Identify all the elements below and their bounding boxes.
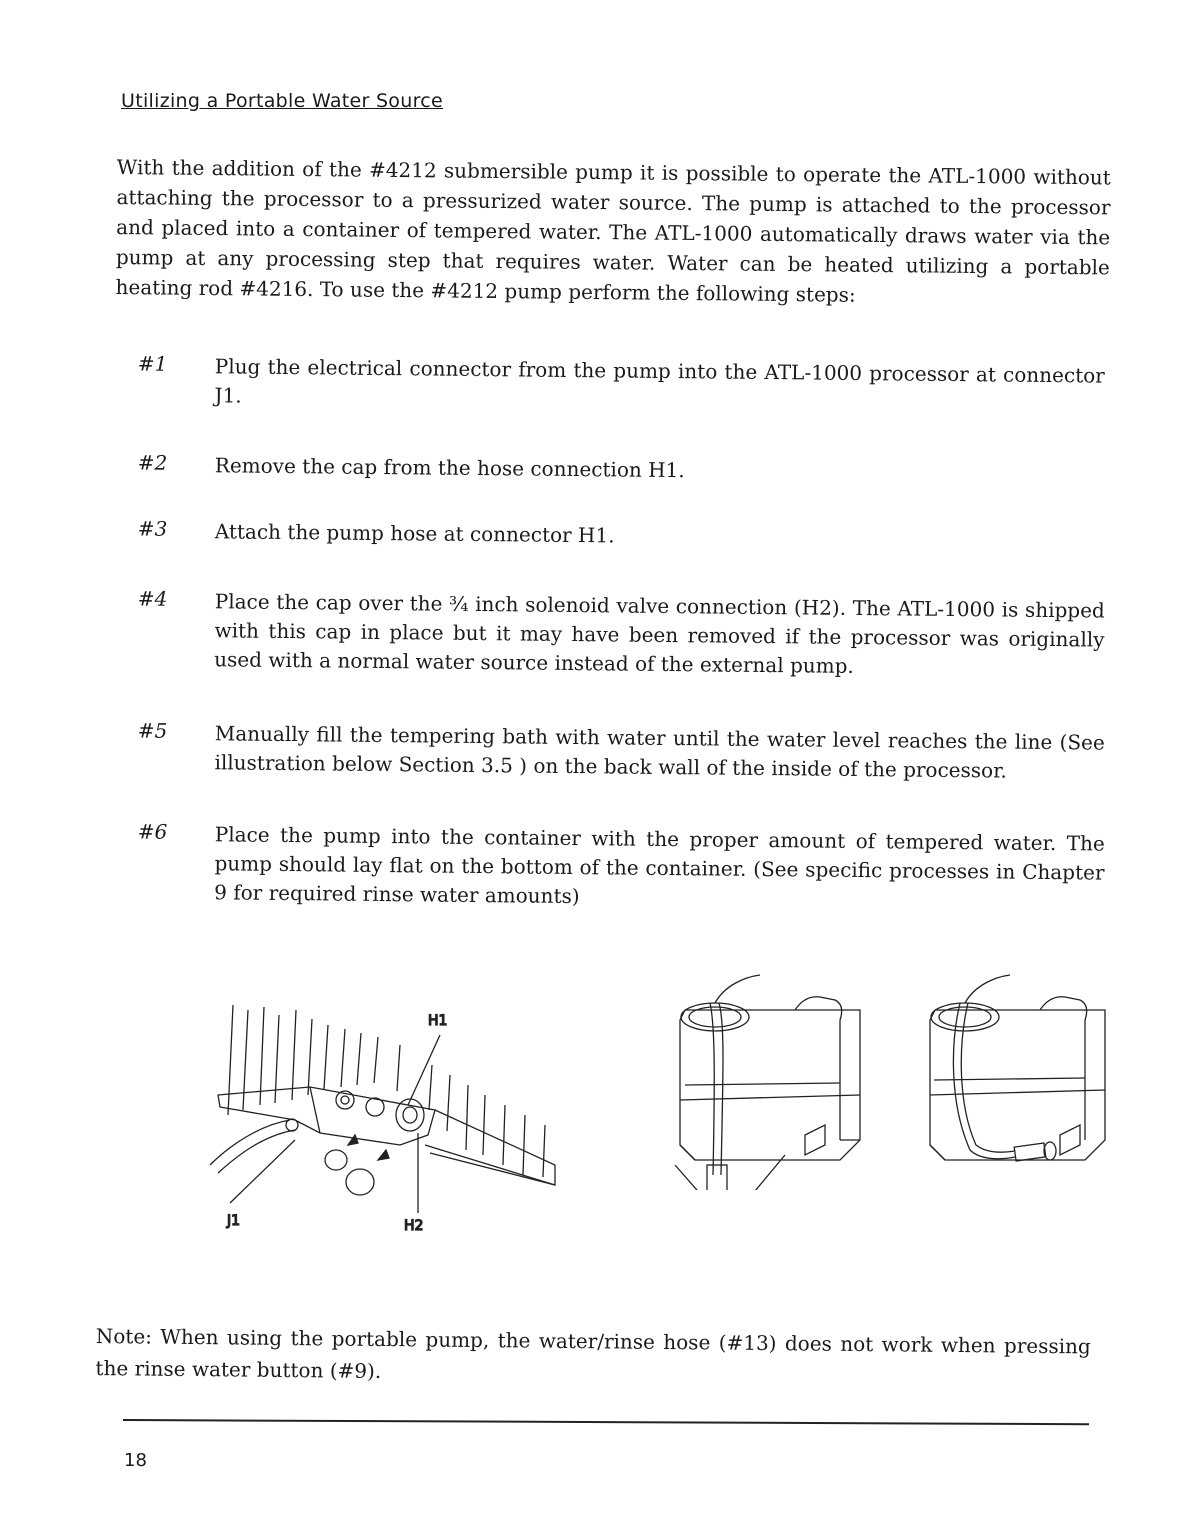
step-text: Attach the pump hose at connector H1. xyxy=(214,519,615,548)
label-j1: J1 xyxy=(227,1213,241,1229)
container-upright-pump-illustration xyxy=(655,965,870,1190)
step-item xyxy=(0,585,1179,678)
step-item xyxy=(0,818,1179,909)
section-heading: Utilizing a Portable Water Source xyxy=(121,90,444,112)
step-number: #5 xyxy=(137,718,168,743)
step-number: #2 xyxy=(137,450,168,475)
step-item xyxy=(0,717,1179,783)
step-text: Remove the cap from the hose connection H1. xyxy=(214,453,685,483)
step-item xyxy=(0,515,1179,548)
step-item xyxy=(0,350,1179,408)
step-number: #1 xyxy=(137,351,168,376)
intro-paragraph: With the addition of the #4212 submersible pump it is possible to operate the ATL-1000 without attaching the processor to a pressurized water source. The pump is attached to the processor and placed into a container of tempered water. The ATL-1000 automatically draws water via the pump at any processing step that requires water. Water can be heated utilizing a portable heating rod #4216. To use the #4212 pump perform the following steps: xyxy=(115,154,1111,307)
note-paragraph: Note: When using the portable pump, the water/rinse hose (#13) does not work when pressing the rinse water button (#9). xyxy=(95,1323,1091,1383)
page-number: 18 xyxy=(124,1450,147,1471)
step-number: #4 xyxy=(137,586,168,611)
step-item xyxy=(0,449,1179,483)
container-flat-pump-illustration xyxy=(920,965,1120,1190)
step-text: Place the pump into the container with the proper amount of tempered water. The pump should lay flat on the bottom of the container. (See specific processes in Chapter 9 for required rinse water amounts) xyxy=(214,822,1105,909)
step-text: Manually fill the tempering bath with water until the water level reaches the line (See illustration below Section 3.5 ) on the back wall of the inside of the processor. xyxy=(214,721,1105,783)
footer-divider xyxy=(123,1419,1089,1425)
step-text: Plug the electrical connector from the pump into the ATL-1000 processor at connector J1. xyxy=(214,354,1105,408)
connector-panel-illustration xyxy=(200,985,570,1235)
step-text: Place the cap over the ¾ inch solenoid valve connection (H2). The ATL-1000 is shipped with this cap in place but it may have been removed if the processor was originally used with a normal water source instead of the external pump. xyxy=(214,589,1105,678)
label-h2: H2 xyxy=(404,1218,424,1234)
step-number: #6 xyxy=(137,819,168,844)
step-number: #3 xyxy=(137,516,168,541)
label-h1: H1 xyxy=(428,1013,448,1029)
